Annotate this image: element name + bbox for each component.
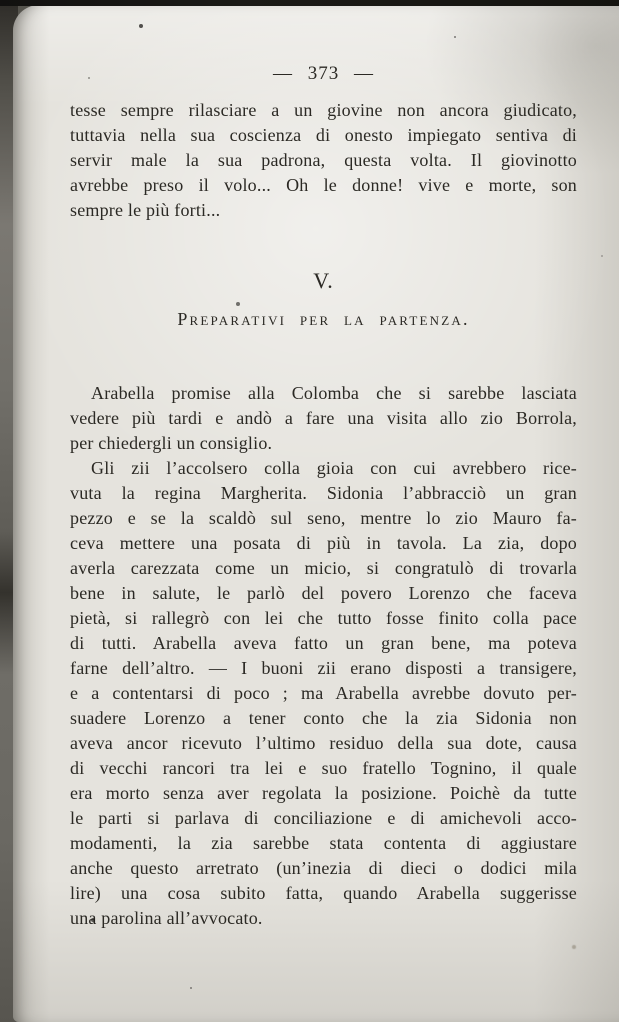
text-block	[70, 5, 577, 931]
text-line: vuta la regina Margherita. Sidonia l’abbracciò un gran	[70, 483, 577, 503]
text-line: tuttavia nella sua coscienza di onesto impiegato sentiva di	[70, 125, 577, 145]
text-line: e a contentarsi di poco ; ma Arabella avrebbe dovuto per-	[70, 683, 577, 703]
text-line: pezzo e se la scaldò sul seno, mentre lo zio Mauro fa-	[70, 508, 577, 528]
text-line: aveva ancor ricevuto l’ultimo residuo della sua dote, causa	[70, 733, 577, 753]
text-line: lire) una cosa subito fatta, quando Arabella suggerisse	[70, 883, 577, 903]
text-line: vedere più tardi e andò a fare una visita allo zio Borrola,	[70, 408, 577, 428]
paragraph	[70, 381, 577, 456]
scan-noise-speckles	[0, 0, 2, 2]
text-line: ceva mettere una posata di più in tavola. La zia, dopo	[70, 533, 577, 553]
text-line: le parti si parlava di conciliazione e di amichevoli acco-	[70, 808, 577, 828]
text-line: era morto senza aver regolata la posizione. Poichè da tutte	[70, 783, 577, 803]
text-line: suadere Lorenzo a tener conto che la zia Sidonia non	[70, 708, 577, 728]
paragraph	[70, 456, 577, 931]
text-line: avrebbe preso il volo... Oh le donne! vive e morte, son	[70, 175, 577, 195]
text-line: Gli zii l’accolsero colla gioia con cui avrebbero rice-	[91, 458, 577, 478]
text-line: averla carezzata come un micio, si congratulò di trovarla	[70, 558, 577, 578]
body-paragraph-group	[70, 381, 577, 931]
text-line: pietà, si rallegrò con lei che tutto fosse finito colla pace	[70, 608, 577, 628]
text-line: servir male la sua padrona, questa volta. Il giovinotto	[70, 150, 577, 170]
text-line: una parolina all’avvocato.	[70, 908, 263, 928]
text-line: per chiedergli un consiglio.	[70, 433, 273, 453]
chapter-title: Preparativi per la partenza.	[177, 309, 470, 329]
scan-top-edge	[0, 0, 619, 6]
text-line: tesse sempre rilasciare a un giovine non ancora giudicato,	[70, 100, 577, 120]
paragraph	[70, 98, 577, 223]
text-line: modamenti, la zia sarebbe stata contenta di aggiustare	[70, 833, 577, 853]
text-line: Arabella promise alla Colomba che si sarebbe lasciata	[91, 383, 577, 403]
paper-page	[13, 5, 619, 1022]
text-line: di vecchi rancori tra lei e suo fratello Tognino, il quale	[70, 758, 577, 778]
text-line: bene in salute, le parlò del povero Lorenzo che faceva	[70, 583, 577, 603]
text-line: sempre le più forti...	[70, 200, 221, 220]
text-line: anche questo arretrato (un’inezia di dieci o dodici mila	[70, 858, 577, 878]
page-number: — 373 —	[273, 63, 374, 84]
text-line: farne dell’altro. — I buoni zii erano disposti a transigere,	[70, 658, 577, 678]
intro-paragraph-group	[70, 98, 577, 223]
chapter-number: V.	[313, 268, 334, 293]
text-line: di tutti. Arabella aveva fatto un gran bene, ma poteva	[70, 633, 577, 653]
